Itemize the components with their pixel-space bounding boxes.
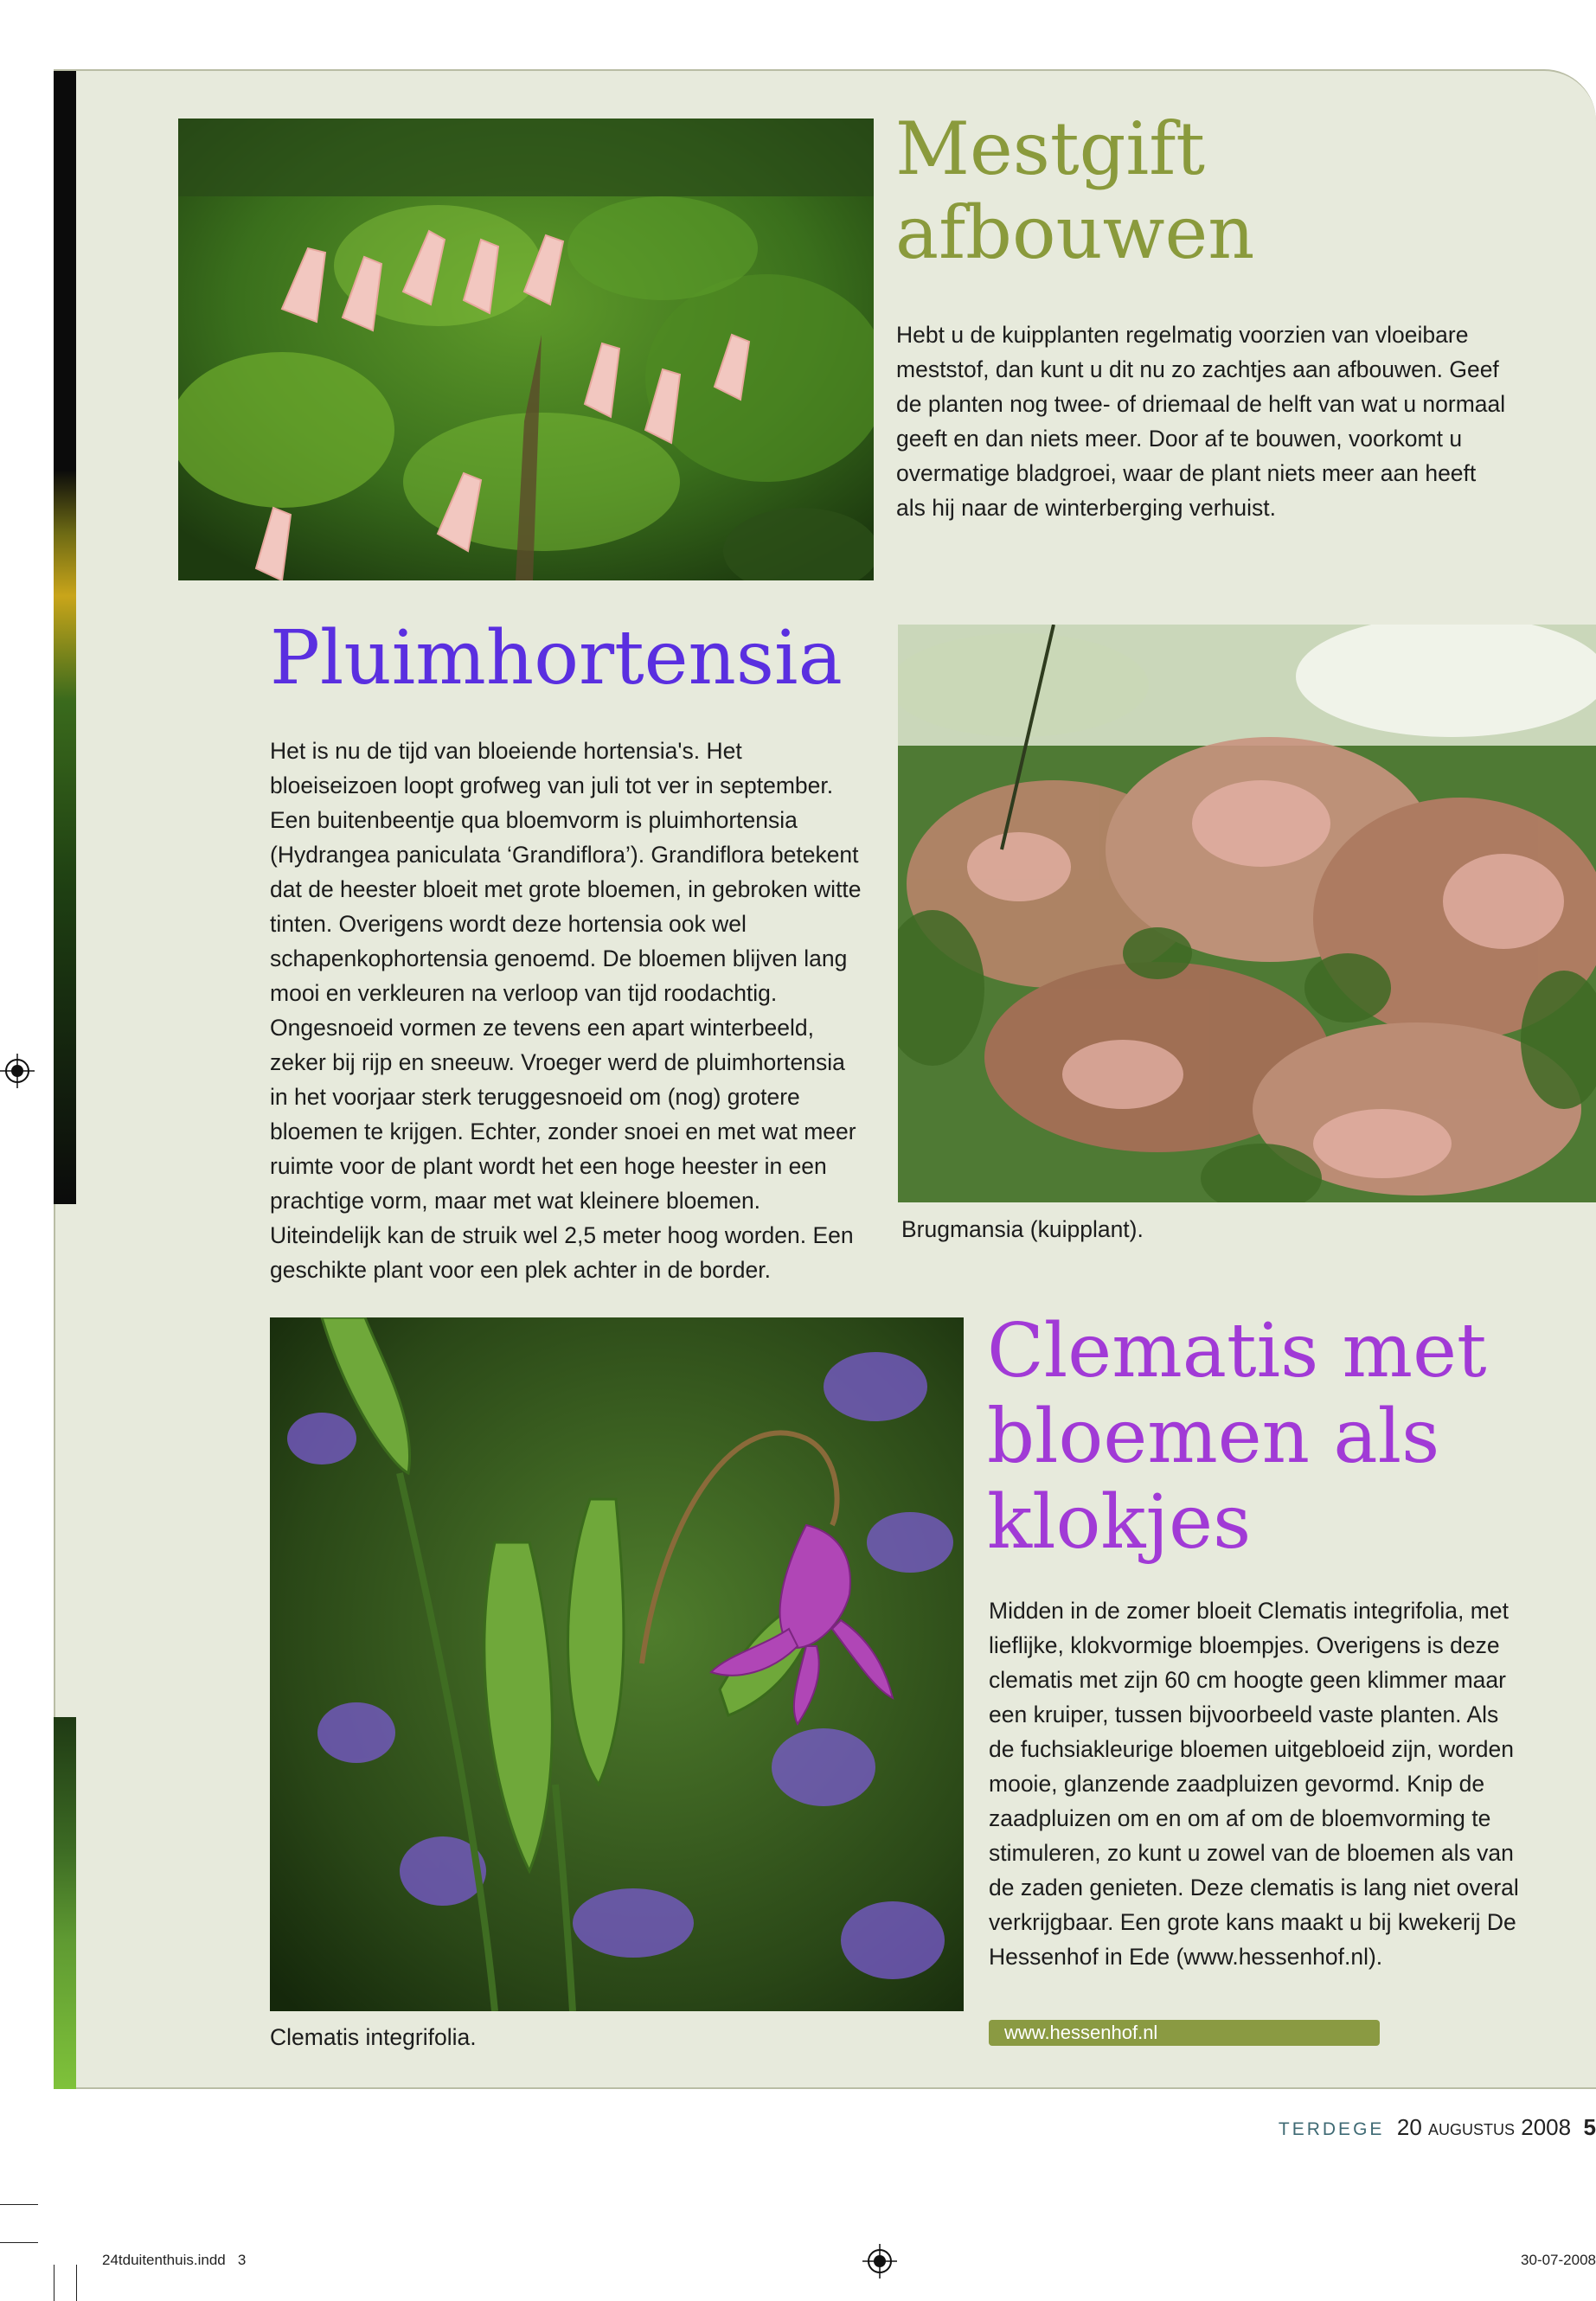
pluimhortensia-body: Het is nu de tijd van bloeiende hortensia's. Het bloeiseizoen loopt grofweg van juli tot ver in september. Een buitenbeentje qua bloemvorm is pluimhortensia (Hydrangea paniculata ‘Grandiflora’). Grandiflora betekent dat de heester bloeit met grote bloemen, in gebroken witte tinten. Overigens wordt deze hortensia ook wel schapenkophortensia genoemd. De bloemen blijven lang mooi en verkleuren na verloop van tijd roodachtig. Ongesnoeid vormen ze tevens een apart winterbeeld, zeker bij rijp en sneeuw. Vroeger werd de pluimhortensia in het voorjaar sterk teruggesnoeid om (nog) grotere bloemen te krijgen. Echter, zonder snoei en met wat meer ruimte voor de plant wordt het een hoge heester in een prachtige vorm, maar met wat kleinere bloemen. Uiteindelijk kan de struik wel 2,5 meter hoog worden. Een geschikte plant voor een plek achter in de border. xyxy=(270,738,862,1283)
hessenhof-link[interactable]: www.hessenhof.nl xyxy=(989,2020,1380,2046)
page-footer xyxy=(1279,2114,1596,2141)
page-spine-green-strip xyxy=(54,1717,76,2089)
crop-mark xyxy=(0,2242,38,2243)
clematis-photo-caption: Clematis integrifolia. xyxy=(270,2024,477,2050)
clematis-heading xyxy=(987,1309,1487,1566)
hydrangea-photo xyxy=(898,625,1596,1202)
page-spine-photo-strip xyxy=(54,156,76,1204)
clematis-heading-line2: bloemen als xyxy=(987,1393,1440,1480)
clematis-photo xyxy=(270,1317,964,2011)
mestgift-heading-line1: Mestgift xyxy=(895,106,1206,191)
print-slug-date: 30-07-2008 xyxy=(1521,2252,1596,2268)
registration-mark-icon xyxy=(0,1054,35,1088)
clematis-heading-line1: Clematis met xyxy=(987,1308,1487,1394)
crop-mark xyxy=(0,2204,38,2205)
footer-magazine-name: TERDEGE xyxy=(1278,2119,1385,2139)
pluimhortensia-heading: Pluimhortensia xyxy=(270,615,843,702)
clematis-heading-line3: klokjes xyxy=(987,1478,1252,1566)
print-slug-filename: 24tduitenthuis.indd 3 xyxy=(102,2252,247,2268)
brugmansia-photo xyxy=(178,119,874,580)
footer-date: 20 augustus 2008 xyxy=(1396,2114,1572,2140)
clematis-body: Midden in de zomer bloeit Clematis integrifolia, met lieflijke, klokvormige bloempjes. Overigens is deze clematis met zijn 60 cm hoogte geen klimmer maar een kruiper, tussen bijvoorbeeld vaste planten. Als de fuchsiakleurige bloemen uitgebloeid zijn, worden mooie, glanzende zaadpluizen gevormd. Knip de zaadpluizen om en om af om de bloemvorming te stimuleren, zo kunt u zowel van de bloemen als van de zaden genieten. Deze clematis is lang niet overal verkrijgbaar. Een grote kans maakt u bij kwekerij De Hessenhof in Ede (www.hessenhof.nl). xyxy=(989,1598,1519,1970)
mestgift-heading xyxy=(895,107,1254,274)
hydrangea-photo-caption: Brugmansia (kuipplant). xyxy=(901,1216,1144,1242)
mestgift-body: Hebt u de kuipplanten regelmatig voorzien van vloeibare meststof, dan kunt u dit nu zo zachtjes aan afbouwen. Geef de planten nog twee- of driemaal de helft van wat u normaal geeft en dan niets meer. Door af te bouwen, voorkomt u overmatige bladgroei, waar de plant niets meer aan heeft als hij naar de winterberging verhuist. xyxy=(896,322,1506,521)
footer-page-number: 5 xyxy=(1583,2114,1596,2140)
registration-mark-icon xyxy=(862,2244,897,2279)
crop-mark xyxy=(76,2265,77,2301)
mestgift-heading-line2: afbouwen xyxy=(895,189,1255,275)
